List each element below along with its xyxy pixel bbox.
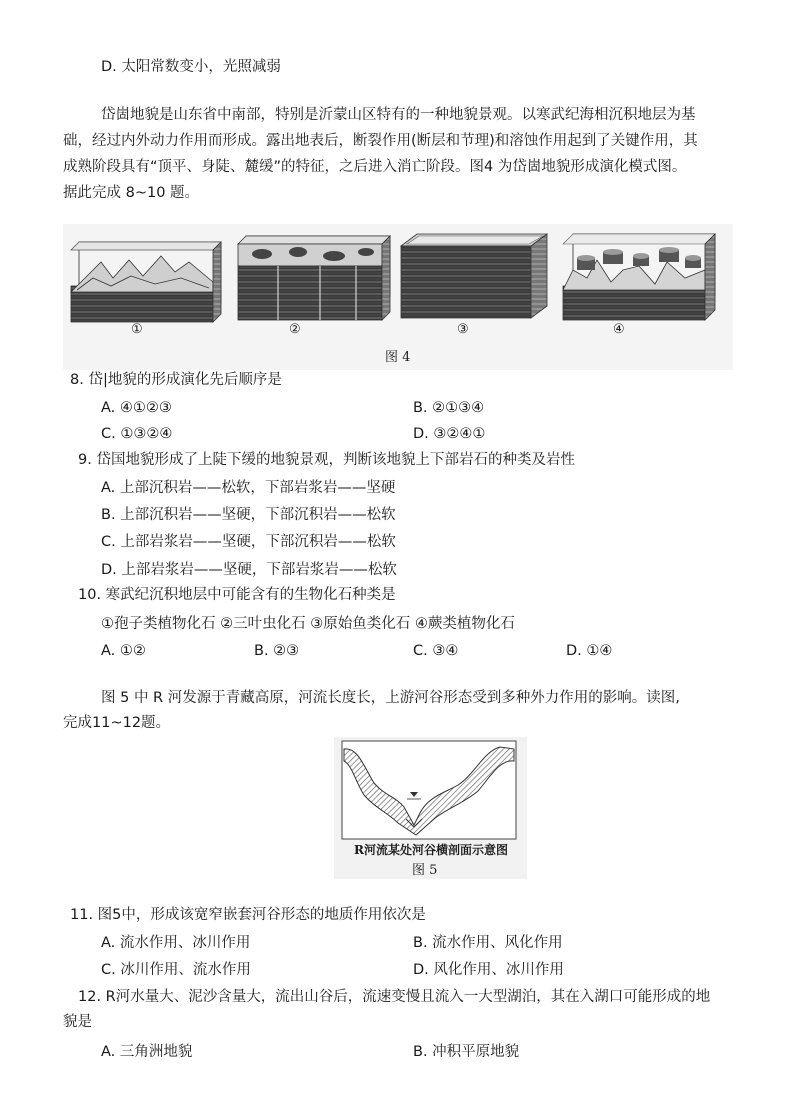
q9-stem: 9. 岱国地貌形成了上陡下缓的地貌景观，判断该地貌上下部岩石的种类及岩性 [78, 452, 575, 468]
q11-option-d: D. 风化作用、冰川作用 [413, 962, 564, 978]
q12-option-b: B. 冲积平原地貌 [413, 1044, 520, 1060]
q8-option-c: C. ①③②④ [101, 426, 173, 442]
q10-option-c: C. ③④ [413, 643, 459, 659]
passage1-line3: 成熟阶段具有“顶平、身陡、麓缓”的特征，之后进入消亡阶段。图4 为岱崮地貌形成演化模式图。 [63, 159, 687, 175]
figure-4 [63, 224, 733, 370]
figure-4-label-4: ④ [613, 322, 625, 337]
passage1-line4: 据此完成 8~10 题。 [63, 185, 200, 201]
q12-option-a: A. 三角洲地貌 [101, 1044, 193, 1060]
q8-option-d: D. ③②④① [413, 426, 486, 442]
figure-4-panel-3 [401, 234, 547, 318]
passage2-line1: 图 5 中 R 河发源于青藏高原，河流长度长，上游河谷形态受到多种外力作用的影响。读图, [101, 690, 680, 706]
figure-4-label-3: ③ [457, 322, 469, 337]
figure-5-caption: 图 5 [412, 863, 438, 878]
figure-4-caption: 图 4 [385, 350, 411, 365]
q11-stem: 11. 图5中，形成该宽窄嵌套河谷形态的地质作用依次是 [70, 907, 426, 923]
q11-option-a: A. 流水作用、冰川作用 [101, 935, 251, 951]
figure-4-label-2: ② [289, 322, 301, 337]
q10-items: ①孢子类植物化石 ②三叶虫化石 ③原始鱼类化石 ④蕨类植物化石 [101, 616, 515, 632]
figure-4-panel-2 [238, 236, 390, 320]
q10-option-a: A. ①② [101, 643, 146, 659]
q10-option-d: D. ①④ [566, 643, 613, 659]
q9-option-b: B. 上部沉积岩——坚硬，下部沉积岩——松软 [101, 507, 396, 523]
q12-stem-line2: 貌是 [63, 1014, 92, 1030]
figure-4-label-1: ① [131, 322, 143, 337]
q8-option-a: A. ④①②③ [101, 400, 172, 416]
q9-option-a: A. 上部沉积岩——松软，下部岩浆岩——坚硬 [101, 480, 396, 496]
figure-5 [334, 737, 527, 879]
figure-5-title: R河流某处河谷横剖面示意图 [354, 843, 508, 857]
q11-option-b: B. 流水作用、风化作用 [413, 935, 563, 951]
passage1-line2: 础，经过内外动力作用而形成。露出地表后，断裂作用(断层和节理)和溶蚀作用起到了关键作用，其 [63, 133, 698, 149]
q8-stem: 8. 岱|地貌的形成演化先后顺序是 [70, 372, 282, 388]
q8-option-b: B. ②①③④ [413, 400, 485, 416]
q7-option-d: D. 太阳常数变小，光照减弱 [101, 59, 281, 75]
q9-option-d: D. 上部岩浆岩——坚硬，下部岩浆岩——松软 [101, 562, 397, 578]
passage1-line1: 岱崮地貌是山东省中南部，特别是沂蒙山区特有的一种地貌景观。以寒武纪海相沉积地层为基 [101, 107, 696, 123]
passage2-line2: 完成11~12题。 [63, 715, 171, 731]
q12-stem-line1: 12. R河水量大、泥沙含量大，流出山谷后，流速变慢且流入一大型湖泊，其在入湖口可能形成的地 [78, 989, 711, 1005]
q10-stem: 10. 寒武纪沉积地层中可能含有的生物化石种类是 [78, 587, 396, 603]
q10-option-b: B. ②③ [254, 643, 300, 659]
q9-option-c: C. 上部岩浆岩——坚硬，下部沉积岩——松软 [101, 534, 396, 550]
q11-option-c: C. 冰川作用、流水作用 [101, 962, 251, 978]
